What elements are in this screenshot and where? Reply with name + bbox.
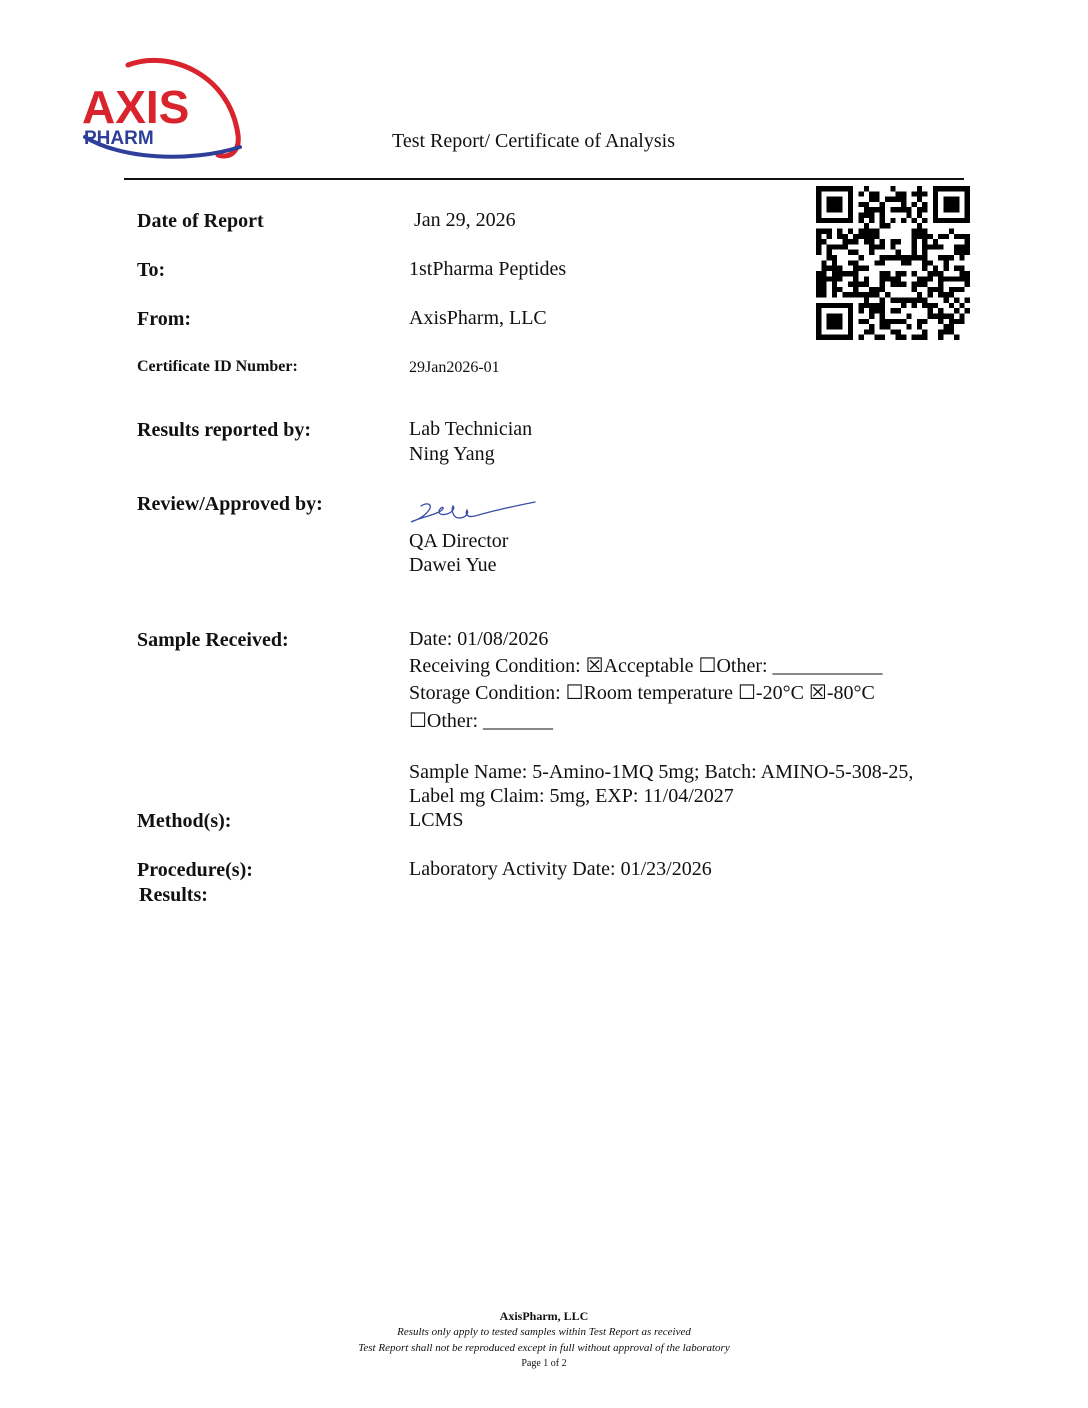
results-reported-by-label: Results reported by: [137,419,312,441]
from-value: AxisPharm, LLC [409,307,547,329]
methods-label: Method(s): [137,810,232,832]
review-approved-by-label: Review/Approved by: [137,493,323,515]
page-number: Page 1 of 2 [521,1358,567,1369]
to-label: To: [137,259,166,281]
axispharm-logo [80,55,245,165]
date-of-report-label: Date of Report [137,210,264,232]
logo-axis-text: AXIS [82,81,190,133]
results-label: Results: [139,884,208,906]
certificate-id-label: Certificate ID Number: [137,358,298,375]
label-mg-claim: Label mg Claim: 5mg, EXP: 11/04/2027 [409,785,734,807]
storage-condition-other: ☐Other: _______ [409,710,554,732]
date-of-report-value: Jan 29, 2026 [414,209,516,231]
signature [405,496,539,532]
footer-company: AxisPharm, LLC [499,1309,589,1323]
qr-code [815,186,971,340]
approved-by-role: QA Director [409,530,509,552]
reported-by-name: Ning Yang [409,443,495,465]
footer-disclaimer-1: Results only apply to tested samples within Test Report as received [397,1326,691,1338]
logo-pharm-text: PHARM [84,128,154,149]
procedures-value: Laboratory Activity Date: 01/23/2026 [409,858,712,880]
from-label: From: [137,308,192,330]
to-value: 1stPharma Peptides [409,258,567,280]
receiving-condition: Receiving Condition: ☒Acceptable ☐Other: ___________ [409,655,883,677]
sample-received-date: Date: 01/08/2026 [409,628,549,650]
document-title: Test Report/ Certificate of Analysis [392,130,675,152]
approved-by-name: Dawei Yue [409,554,497,576]
header-divider [124,178,964,180]
footer-disclaimer-2: Test Report shall not be reproduced except in full without approval of the laboratory [358,1342,730,1354]
methods-value: LCMS [409,809,464,831]
procedures-label: Procedure(s): [137,859,253,881]
reported-by-role: Lab Technician [409,418,533,440]
sample-name: Sample Name: 5-Amino-1MQ 5mg; Batch: AMINO-5-308-25, [409,761,914,783]
page-footer [0,1308,1088,1372]
sample-received-label: Sample Received: [137,629,289,651]
certificate-id-value: 29Jan2026-01 [409,359,500,376]
storage-condition: Storage Condition: ☐Room temperature ☐-20°C ☒-80°C [409,682,875,704]
